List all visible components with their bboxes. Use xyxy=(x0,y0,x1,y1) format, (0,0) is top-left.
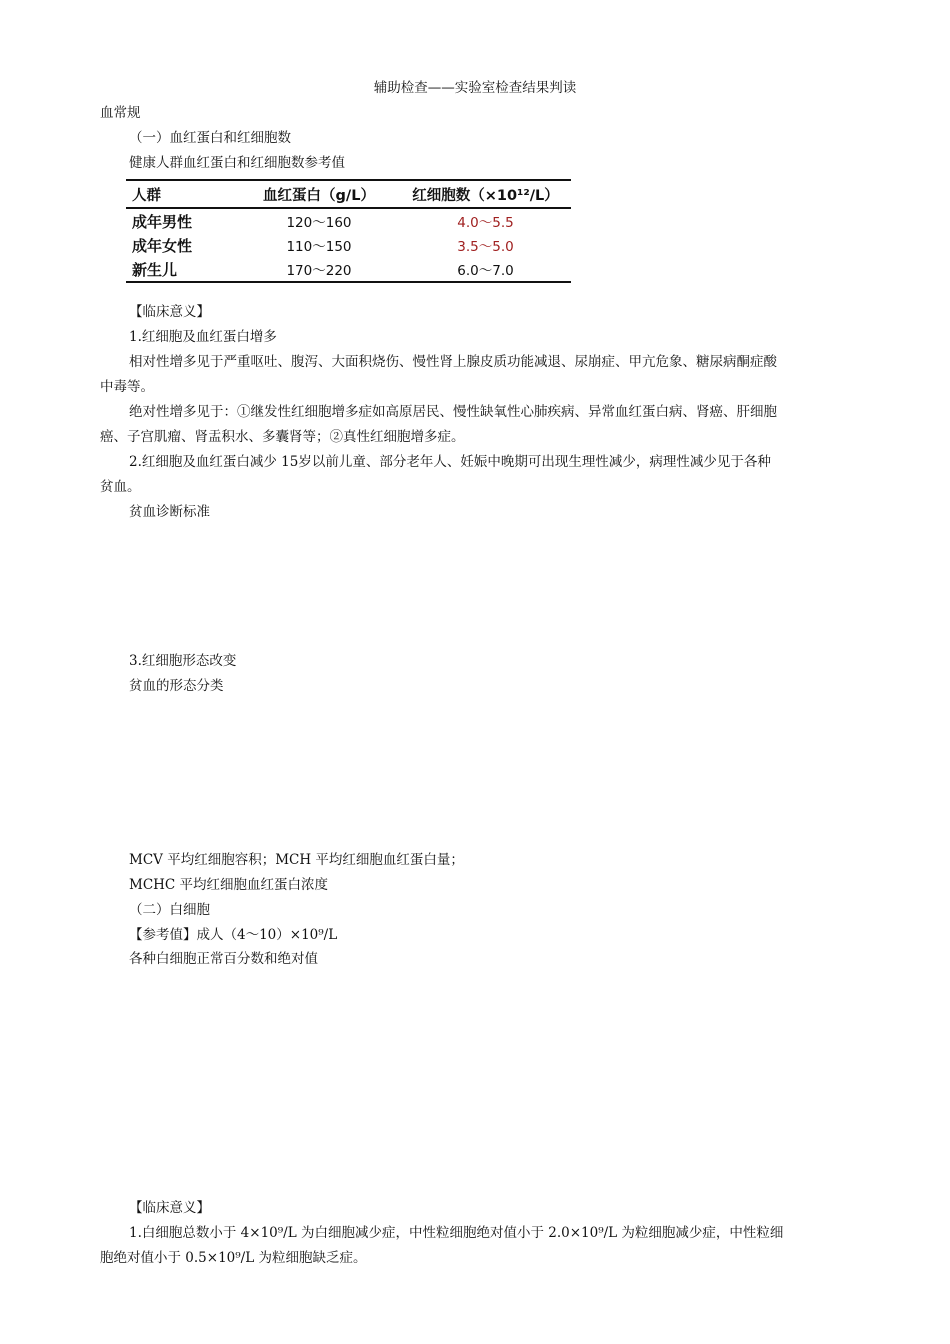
paragraph: 中毒等。 xyxy=(100,379,154,395)
paragraph: 1.白细胞总数小于 4×10⁹/L 为白细胞减少症，中性粒细胞绝对值小于 2.0×10⁹/L 为粒细胞减少症，中性粒细 xyxy=(129,1225,784,1241)
subsection-heading: （一）血红蛋白和红细胞数 xyxy=(129,130,291,146)
paragraph: 3.红细胞形态改变 xyxy=(129,653,237,669)
table-header-row xyxy=(126,180,571,208)
column-header: 人群 xyxy=(126,180,238,208)
paragraph: 绝对性增多见于：①继发性红细胞增多症如高原居民、慢性缺氧性心肺疾病、异常血红蛋白病、肾癌、肝细胞 xyxy=(129,404,777,420)
paragraph: MCHC 平均红细胞血红蛋白浓度 xyxy=(129,877,329,893)
reference-table xyxy=(126,179,571,283)
column-header: 红细胞数（×10¹²/L） xyxy=(400,180,571,208)
clinical-heading: 【临床意义】 xyxy=(129,1200,210,1216)
table-cell: 成年男性 xyxy=(132,212,193,231)
table-cell: 新生儿 xyxy=(126,257,238,282)
paragraph: 1.红细胞及血红蛋白增多 xyxy=(129,329,277,345)
table-row xyxy=(126,257,571,282)
paragraph: 癌、子宫肌瘤、肾盂积水、多囊肾等；②真性红细胞增多症。 xyxy=(100,429,465,445)
table-cell: 成年女性 xyxy=(132,236,193,255)
table-row xyxy=(126,233,571,257)
clinical-heading: 【临床意义】 xyxy=(129,304,210,320)
section-heading: 血常规 xyxy=(100,105,141,121)
paragraph: 2.红细胞及血红蛋白减少 15岁以前儿童、部分老年人、妊娠中晚期可出现生理性减少，病理性减少见于各种 xyxy=(129,454,771,470)
paragraph: 贫血的形态分类 xyxy=(129,678,224,694)
paragraph: MCV 平均红细胞容积；MCH 平均红细胞血红蛋白量； xyxy=(129,852,464,868)
table-cell: 120～160 xyxy=(286,215,352,231)
paragraph: 相对性增多见于严重呕吐、腹泻、大面积烧伤、慢性肾上腺皮质功能减退、尿崩症、甲亢危象、糖尿病酮症酸 xyxy=(129,354,777,370)
table-cell: 170～220 xyxy=(238,257,400,282)
paragraph: 贫血诊断标准 xyxy=(129,504,210,520)
paragraph: 胞绝对值小于 0.5×10⁹/L 为粒细胞缺乏症。 xyxy=(100,1250,367,1266)
column-header: 血红蛋白（g/L） xyxy=(238,180,400,208)
page-title: 辅助检查——实验室检查结果判读 xyxy=(373,80,577,96)
table-cell: 6.0～7.0 xyxy=(400,257,571,282)
table-caption: 健康人群血红蛋白和红细胞数参考值 xyxy=(129,155,345,171)
paragraph: 各种白细胞正常百分数和绝对值 xyxy=(129,951,318,967)
table-cell: 3.5～5.0 xyxy=(457,239,514,255)
paragraph: 【参考值】成人（4～10）×10⁹/L xyxy=(129,927,338,943)
table-row xyxy=(126,208,571,233)
table-cell: 4.0～5.5 xyxy=(457,215,514,231)
paragraph: 贫血。 xyxy=(100,479,141,495)
subsection-heading: （二）白细胞 xyxy=(129,902,210,918)
table-cell: 110～150 xyxy=(286,239,352,255)
